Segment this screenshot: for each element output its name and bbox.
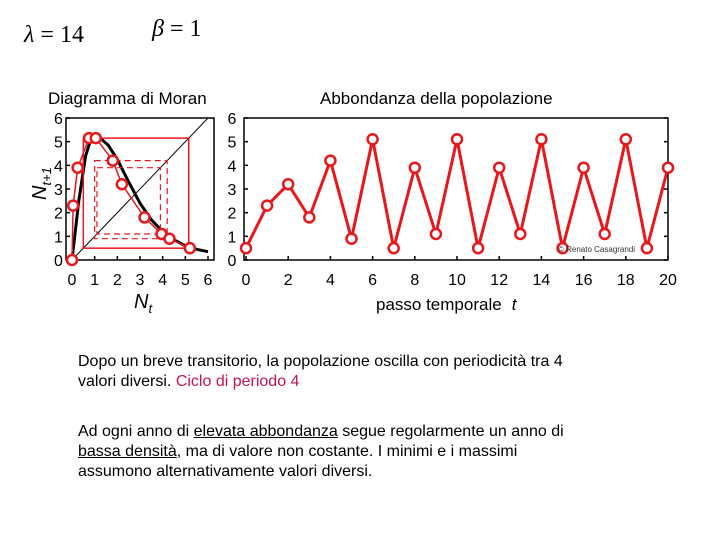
ts-xtick-label: 4 <box>325 272 335 289</box>
moran-ytick-label: 5 <box>54 134 63 152</box>
moran-diagram <box>29 89 214 316</box>
ts-ytick-label: 4 <box>227 158 237 176</box>
beta-value: = 1 <box>163 16 202 42</box>
ts-xtick-label: 2 <box>283 272 293 289</box>
ts-series-point <box>452 134 462 144</box>
paragraph-cycle <box>78 352 678 392</box>
ts-xtick-label: 14 <box>532 272 551 289</box>
moran-cobweb-point <box>91 133 101 143</box>
ts-series-point <box>663 163 673 173</box>
ts-series-point <box>431 229 441 239</box>
ts-series-point <box>621 134 631 144</box>
ts-ytick-label: 3 <box>227 182 237 199</box>
moran-cobweb-point <box>67 255 77 265</box>
moran-ytick-label: 6 <box>54 111 63 128</box>
moran-ylabel: $N_{t+1}$ <box>29 167 54 200</box>
p2-text-d: assumono alternativamente valori diversi. <box>78 463 373 480</box>
ts-series-point <box>283 179 293 189</box>
moran-cobweb-point <box>117 179 127 189</box>
moran-cobweb-point <box>185 243 195 253</box>
moran-title: Diagramma di Moran <box>48 89 207 108</box>
credit-label: © Renato Casagrandi <box>558 245 636 254</box>
ts-xtick-label: 8 <box>410 272 420 289</box>
beta-equation <box>152 16 202 43</box>
ts-series-point <box>515 229 525 239</box>
moran-cobweb-point <box>108 156 118 166</box>
moran-ytick-label: 0 <box>54 253 63 270</box>
timeseries-title: Abbondanza della popolazione <box>320 89 553 108</box>
p2-underline-low: bassa densità <box>78 443 177 460</box>
ts-series-point <box>368 134 378 144</box>
ts-xtick-label: 0 <box>241 272 251 289</box>
ts-series-point <box>262 201 272 211</box>
ts-xtick-label: 12 <box>490 272 509 289</box>
ts-ytick-label: 5 <box>227 134 237 152</box>
beta-symbol: β <box>152 16 164 42</box>
moran-xtick-label: 0 <box>67 272 77 289</box>
moran-map-curve <box>72 138 208 260</box>
ts-series-point <box>494 163 504 173</box>
ts-xtick-label: 16 <box>574 272 593 289</box>
ts-series-point <box>536 134 546 144</box>
timeseries-xlabel: passo temporale t <box>376 295 517 314</box>
lambda-value: = 14 <box>34 22 84 48</box>
moran-xtick-label: 1 <box>90 272 100 289</box>
moran-cobweb-point <box>140 212 150 222</box>
moran-xlabel: $N_t$ <box>134 291 153 316</box>
ts-xtick-label: 10 <box>448 272 466 289</box>
ts-xtick-label: 6 <box>368 272 378 289</box>
moran-xtick-label: 6 <box>203 272 213 289</box>
ts-series-point <box>473 243 483 253</box>
ts-series-point <box>600 229 610 239</box>
moran-xtick-label: 3 <box>135 272 145 289</box>
lambda-equation <box>24 22 84 49</box>
ts-series-point <box>642 243 652 253</box>
p2-text-c: , ma di valore non costante. I minimi e i massimi <box>176 443 518 460</box>
figure <box>0 80 720 320</box>
p2-text-a: Ad ogni anno di <box>78 423 194 440</box>
ts-ytick-label: 2 <box>227 205 237 223</box>
p1-text-a: Dopo un breve transitorio, la popolazione oscilla con periodicità tra 4 <box>78 353 563 370</box>
ts-ytick-label: 6 <box>227 111 237 128</box>
p1-text-b: valori diversi. <box>78 373 176 390</box>
moran-cobweb-point <box>73 163 83 173</box>
p1-highlight: Ciclo di periodo 4 <box>175 373 300 390</box>
ts-series-point <box>579 163 589 173</box>
moran-xtick-label: 5 <box>180 272 190 289</box>
ts-ytick-label: 0 <box>227 253 237 270</box>
moran-ytick-label: 4 <box>54 158 63 176</box>
ts-xtick-label: 18 <box>616 272 635 289</box>
ts-series-point <box>347 234 357 244</box>
moran-cobweb-point <box>164 234 174 244</box>
ts-series-point <box>304 212 314 222</box>
moran-ytick-label: 1 <box>54 229 63 247</box>
ts-series-point <box>410 163 420 173</box>
moran-ytick-label: 3 <box>54 182 63 199</box>
ts-ytick-label: 1 <box>227 229 237 247</box>
moran-xtick-label: 2 <box>112 272 122 289</box>
moran-xtick-label: 4 <box>158 272 168 289</box>
timeseries-chart <box>228 89 677 314</box>
p2-underline-high: elevata abbondanza <box>193 423 338 440</box>
p2-text-b: segue regolarmente un anno di <box>337 423 564 440</box>
lambda-symbol: λ <box>24 22 35 48</box>
ts-xtick-label: 20 <box>659 272 677 289</box>
moran-ytick-label: 2 <box>54 205 63 223</box>
ts-series-point <box>389 243 399 253</box>
ts-series-point <box>325 156 335 166</box>
paragraph-abundance <box>78 422 678 482</box>
moran-cobweb-point <box>68 201 78 211</box>
ts-series-point <box>241 243 251 253</box>
